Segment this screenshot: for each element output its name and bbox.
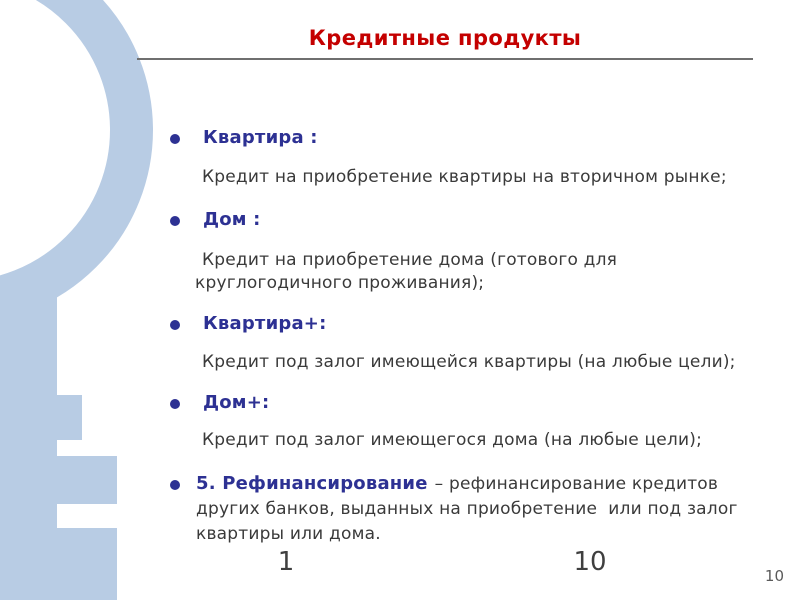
desc-line: Кредит на приобретение квартиры на вторичном рынке; xyxy=(202,167,727,187)
item-description-kvartira xyxy=(195,166,770,189)
item-refinansirovanie xyxy=(196,471,771,547)
key-icon-tooth-large xyxy=(0,456,117,504)
refi-line: квартиры или дома. xyxy=(196,524,381,544)
bullet-icon xyxy=(170,134,180,144)
bullet-icon xyxy=(170,216,180,226)
item-description-kvartira-plus xyxy=(195,351,770,374)
key-icon-tooth-small xyxy=(0,395,82,440)
item-header-refinansirovanie: 5. Рефинансирование xyxy=(196,473,428,494)
bullet-icon xyxy=(170,399,180,409)
refi-line: других банков, выданных на приобретение или под залог xyxy=(196,499,738,519)
slide-page-number: 10 xyxy=(764,567,784,585)
footer-number-left: 1 xyxy=(277,547,295,577)
desc-line: Кредит под залог имеющегося дома (на любые цели); xyxy=(202,430,703,450)
refi-line xyxy=(196,471,771,497)
desc-line: Кредит на приобретение дома (готового для xyxy=(202,250,618,270)
desc-line: круглогодичного проживания); xyxy=(195,273,485,293)
item-header-dom-plus: Дом+: xyxy=(203,392,270,413)
item-header-dom: Дом : xyxy=(203,209,261,230)
bullet-icon xyxy=(170,320,180,330)
title-underline xyxy=(137,58,753,60)
key-icon-ring xyxy=(0,0,153,324)
item-description-dom xyxy=(195,249,770,295)
bullet-icon xyxy=(170,480,180,490)
footer-number-right: 10 xyxy=(573,547,607,577)
key-icon-foot xyxy=(0,528,117,600)
page-title: Кредитные продукты xyxy=(308,26,582,50)
item-header-kvartira: Квартира : xyxy=(203,127,318,148)
item-description-dom-plus xyxy=(195,429,770,452)
desc-line: Кредит под залог имеющейся квартиры (на любые цели); xyxy=(202,352,736,372)
item-header-kvartira-plus: Квартира+: xyxy=(203,313,327,334)
refi-inline-text: – рефинансирование кредитов xyxy=(434,474,719,494)
